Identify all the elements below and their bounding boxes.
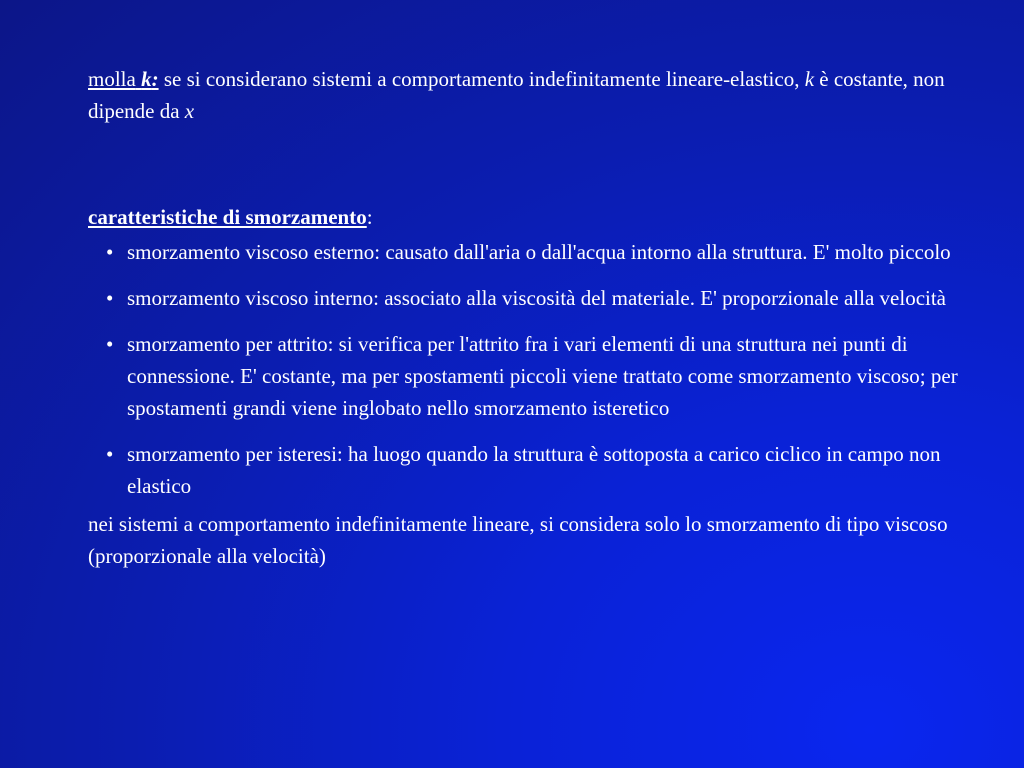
bullet-icon: • <box>106 286 114 310</box>
list-item <box>88 236 968 268</box>
closing-paragraph: nei sistemi a comportamento indefinitamente lineare, si considera solo lo smorzamento di tipo viscoso (proporzionale alla velocità) <box>88 512 948 568</box>
intro-colon: : <box>151 67 159 91</box>
slide-content <box>88 63 968 572</box>
list-item-text: smorzamento viscoso esterno: causato dall'aria o dall'acqua intorno alla struttura. E' molto piccolo <box>127 240 951 264</box>
intro-symbol-k-2: k <box>804 67 815 91</box>
intro-paragraph <box>88 63 968 127</box>
bullet-icon: • <box>106 442 114 466</box>
intro-term-group <box>88 67 159 91</box>
list-item-text: smorzamento per isteresi: ha luogo quando la struttura è sottoposta a carico ciclico in campo non elastico <box>127 442 941 498</box>
spacer <box>88 127 968 201</box>
intro-symbol-k: k <box>141 67 152 91</box>
section-heading <box>88 201 968 233</box>
list-item-text: smorzamento per attrito: si verifica per l'attrito fra i vari elementi di una struttura nei punti di connessione. E' costante, ma per spostamenti piccoli viene trattato come smorzamento viscoso; per spostamenti grandi viene inglobato nello smorzamento isteretico <box>127 332 958 420</box>
intro-text-1: se si considerano sistemi a comportamento indefinitamente lineare-elastico, <box>158 67 805 91</box>
section-heading-text: caratteristiche di smorzamento <box>88 205 367 229</box>
list-item <box>88 282 968 314</box>
damping-types-list <box>88 236 968 502</box>
intro-term: molla <box>88 67 136 91</box>
intro-text-2: è costante, non dipende da <box>88 67 945 123</box>
list-item <box>88 328 968 424</box>
list-item <box>88 438 968 502</box>
intro-symbol-x: x <box>184 99 195 123</box>
bullet-icon: • <box>106 240 114 264</box>
list-item-text: smorzamento viscoso interno: associato alla viscosità del materiale. E' proporzionale alla velocità <box>127 286 946 310</box>
bullet-icon: • <box>106 332 114 356</box>
section-heading-suffix: : <box>366 205 373 229</box>
